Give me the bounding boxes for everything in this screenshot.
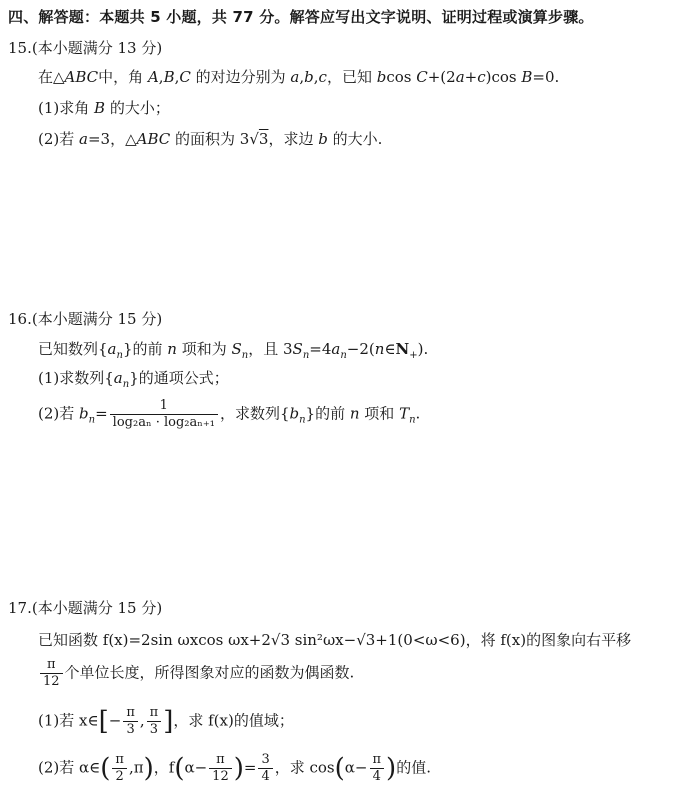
problem-16-q1: (1)求数列$\{a_n\}$的通项公式； [38,369,229,390]
problem-points: (本小题满分 13 分) [31,39,163,57]
problem-points: (本小题满分 15 分) [31,599,163,617]
fraction: $\frac{\pi}{3}$ [123,705,138,738]
fraction: $\frac{1}{\text{log₂aₙ · log₂aₙ₊₁}}$ [110,398,218,431]
fraction: $\frac{\pi}{2}$ [112,752,127,785]
fraction: $\frac{\pi}{12}$ [40,657,63,690]
problem-number: 17. [8,599,32,617]
problem-15-title [8,37,162,58]
problem-17-title [8,597,162,618]
problem-15-q1: (1)求角 B 的大小； [38,99,170,117]
problem-15-q2: (2)若 a=3，△ABC 的面积为 3√3，求边 b 的大小. [38,130,383,148]
problem-number: 16. [8,310,32,328]
problem-16-stem: 已知数列$\{a_n\}$的前 n 项和为 $S_n$，且 $3S_n=4a_n-2(n\in N_+)$. [38,340,429,361]
fraction: $\frac{3}{4}$ [258,752,272,785]
fraction: $\frac{\pi}{12}$ [209,752,232,785]
problem-17-stem-line2: $\frac{\pi}{12}$ 个单位长度，所得图象对应的函数为偶函数. [38,657,354,690]
problem-17-stem-line1: 已知函数 f(x)=2sin ωxcos ωx+2√3 sin²ωx−√3+1(0<ω<6)，将 f(x)的图象向右平移 [38,631,632,649]
problem-15-stem: 在△ABC中，角 A,B,C 的对边分别为 a,b,c，已知 bcos C+(2a+c)cos B=0. [38,68,560,86]
problem-16-title [8,308,162,329]
problem-16-q2: (2)若 $b_n=$ $\frac{1}{\text{log₂aₙ · log₂aₙ₊₁}}$ ，求数列$\{b_n\}$的前 n 项和 $T_n$. [38,398,421,430]
section-header: 四、解答题：本题共 5 小题，共 77 分。解答应写出文字说明、证明过程或演算步骤。 [8,8,594,26]
problem-17-q2: (2)若 α∈( $\frac{\pi}{2}$ ,π)，f(α− $\frac{\pi}{12}$ )= $\frac{3}{4}$ ，求 cos(α− $\frac{\pi}{4}$ )的值. [38,752,431,784]
problem-number: 15. [8,39,32,57]
fraction: $\frac{\pi}{4}$ [370,752,385,785]
problem-17-q1: (1)若 x∈[− $\frac{\pi}{3}$ , $\frac{\pi}{3}$ ]，求 f(x)的值域； [38,705,294,737]
fraction: $\frac{\pi}{3}$ [147,705,162,738]
problem-points: (本小题满分 15 分) [31,310,163,328]
